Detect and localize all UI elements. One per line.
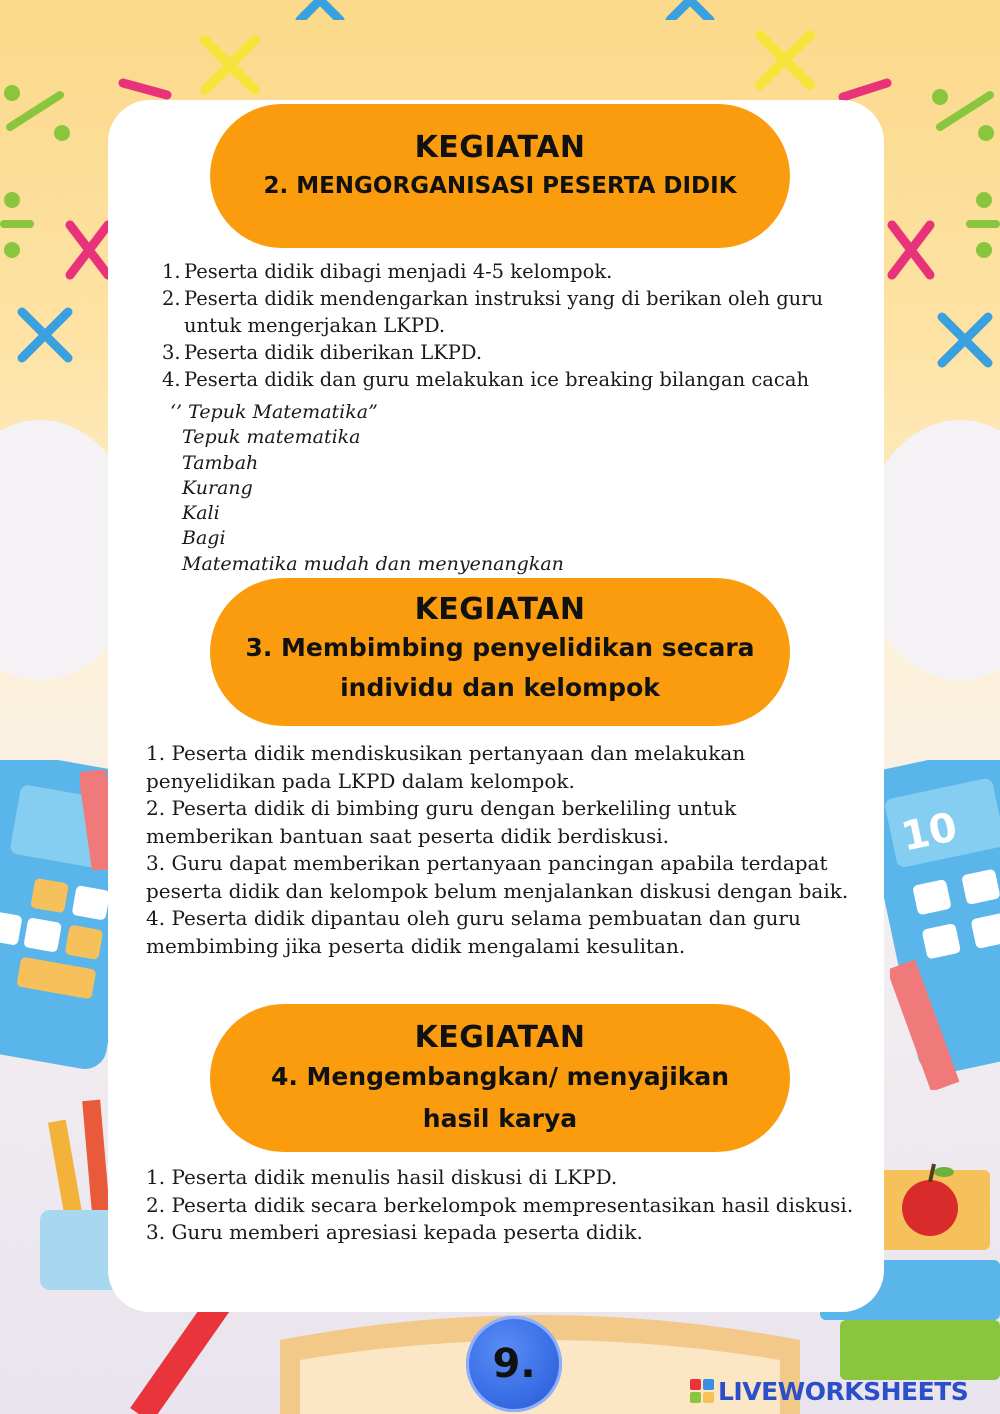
- liveworksheets-logo[interactable]: [690, 1376, 968, 1406]
- divide-icon: [0, 75, 80, 155]
- section-header-investigation: [210, 578, 790, 726]
- list-item: 4. Peserta didik dan guru melakukan ice breaking bilangan cacah: [162, 368, 810, 391]
- verse-line: Tepuk matematika: [182, 426, 361, 449]
- list-item: 2. Peserta didik di bimbing guru dengan berkeliling untuk memberikan bantuan saat peserta didik berdiskusi.: [146, 796, 737, 848]
- section-subheading: 3. Membimbing penyelidikan secara individu dan kelompok: [245, 633, 755, 702]
- multiply-icon: [882, 215, 942, 285]
- section-header-present: [210, 1004, 790, 1152]
- section-header-organize: [210, 104, 790, 248]
- multiply-icon: [930, 305, 1000, 375]
- multiply-icon: [660, 0, 720, 20]
- verse-line: Kurang: [182, 476, 253, 499]
- list-item: 3. Guru memberi apresiasi kepada peserta didik.: [146, 1220, 643, 1244]
- present-steps: [146, 1164, 866, 1247]
- section-heading: KEGIATAN: [414, 130, 586, 165]
- divide-icon: [0, 190, 40, 270]
- verse-line: Bagi: [182, 527, 226, 550]
- list-item: 1. Peserta didik dibagi menjadi 4-5 kelompok.: [162, 260, 613, 283]
- multiply-icon: [290, 0, 350, 20]
- list-item: 2. Peserta didik secara berkelompok mempresentasikan hasil diskusi.: [146, 1192, 854, 1217]
- section-subheading: 2. MENGORGANISASI PESERTA DIDIK: [263, 173, 737, 199]
- plus-icon: [190, 25, 270, 105]
- section-heading: KEGIATAN: [414, 592, 586, 627]
- list-item: 3. Guru dapat memberikan pertanyaan pancingan apabila terdapat peserta didik dan kelompok belum menjalankan diskusi dengan baik.: [146, 851, 849, 903]
- ice-breaking-verse: [170, 400, 564, 577]
- list-item: 4. Peserta didik dipantau oleh guru selama pembuatan dan guru membimbing jika peserta didik mengalami kesulitan.: [146, 906, 801, 958]
- list-item: 3. Peserta didik diberikan LKPD.: [162, 341, 483, 364]
- page-number: 9.: [466, 1316, 562, 1412]
- plus-icon: [745, 20, 825, 100]
- list-item: 1. Peserta didik mendiskusikan pertanyaan dan melakukan penyelidikan pada LKPD dalam kelompok.: [146, 741, 746, 793]
- divide-icon: [962, 190, 1000, 270]
- liveworksheets-icon: [690, 1379, 714, 1403]
- section-subheading: 4. Mengembangkan/ menyajikan hasil karya: [270, 1062, 730, 1133]
- apple-icon: [890, 1160, 970, 1240]
- section-heading: KEGIATAN: [414, 1020, 586, 1055]
- investigation-steps: [146, 740, 866, 960]
- list-item: 1. Peserta didik menulis hasil diskusi di LKPD.: [146, 1165, 618, 1189]
- brand-name: LIVEWORKSHEETS: [718, 1376, 969, 1406]
- calculator-display: 10: [897, 804, 962, 861]
- verse-title: ‘’ Tepuk Matematika”: [170, 401, 378, 423]
- multiply-icon: [10, 300, 80, 370]
- verse-line: Tambah: [182, 451, 259, 474]
- organize-steps-list: [162, 258, 862, 393]
- verse-line: Matematika mudah dan menyenangkan: [182, 552, 564, 575]
- verse-line: Kali: [182, 502, 220, 525]
- ruler-icon: [890, 960, 960, 1090]
- list-item: 2. Peserta didik mendengarkan instruksi yang di berikan oleh guru untuk mengerjakan LKPD.: [162, 287, 824, 337]
- divide-icon: [920, 75, 1000, 155]
